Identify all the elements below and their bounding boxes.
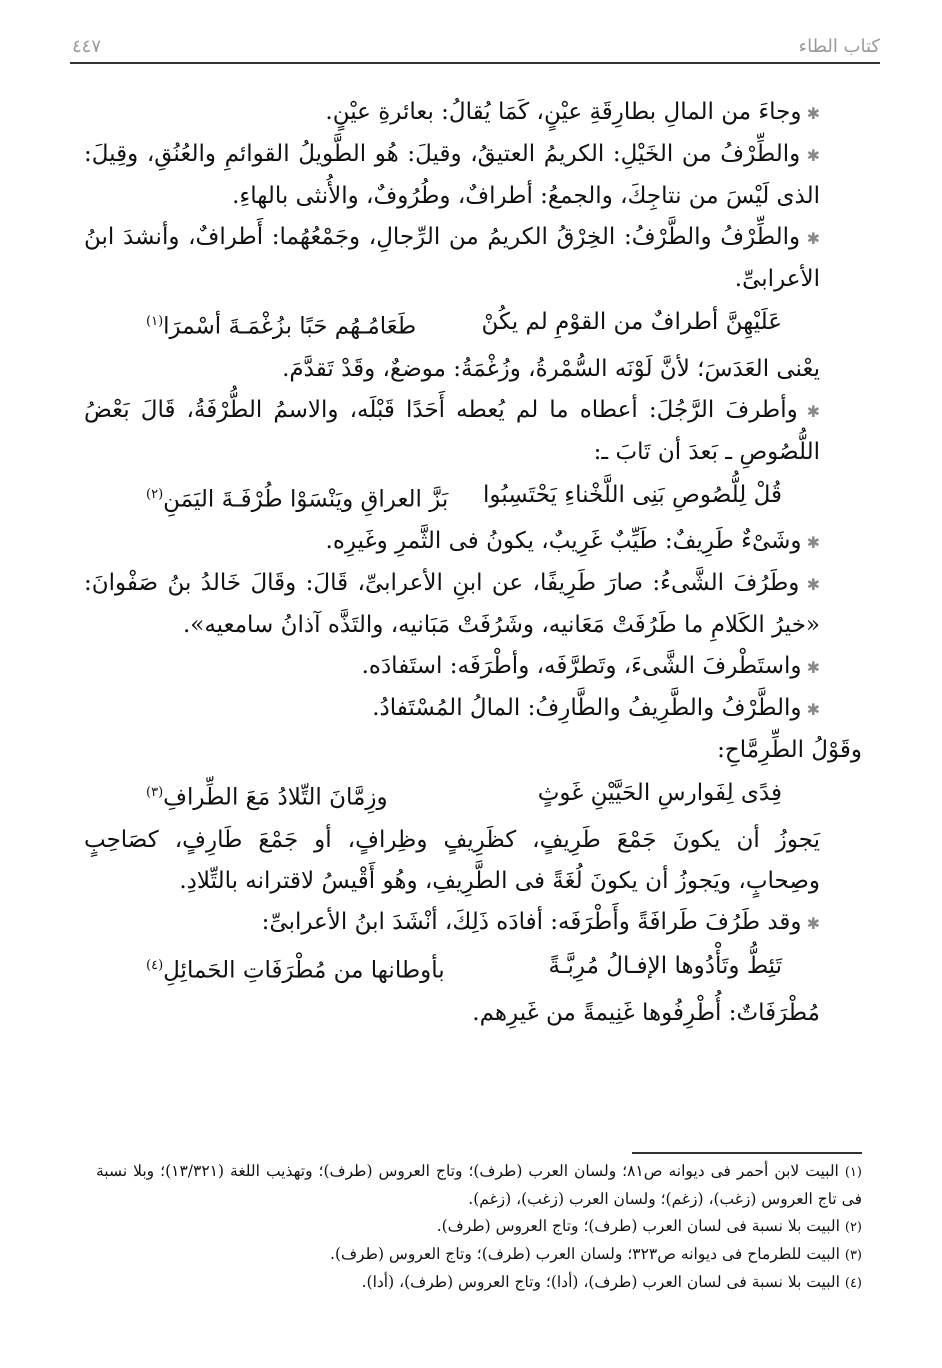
footnote-number: (٢) <box>844 1220 862 1235</box>
footnote <box>96 1241 862 1269</box>
verse-second-hemistich: طَعَامُـهُم حَبًا بزُغْمَـةَ أسْمرَا$^{(١)}$ <box>146 313 417 340</box>
entry-paragraph: ✱ وشَىْءٌ طَرِيفٌ: طَيِّبٌ غَرِيبٌ، يكونُ فى الثَّمرِ وغَيرِه. <box>84 521 862 563</box>
poem-verse <box>84 771 862 820</box>
entry-paragraph: ✱ وجاءَ من المالِ بطارِقَةِ عيْنٍ، كَمَا يُقالُ: بعائرةِ عيْنٍ. <box>84 92 862 134</box>
footnote-marker: (٣) <box>146 785 164 801</box>
entry-paragraph: ✱ وقد طَرُفَ طَرافَةً وأَطْرَفَه: أفادَه ذَلِكَ، أنْشَدَ ابنُ الأعرابىِّ: <box>84 902 862 944</box>
footnotes <box>96 1158 862 1297</box>
footnote-rule <box>632 1152 862 1154</box>
footnote-text: البيت بلا نسبة فى لسان العرب (طرف)؛ وتاج العروس (طرف). <box>436 1217 840 1235</box>
verse-second-hemistich: بأوطانها من مُطْرَفَاتِ الحَمائِلِ$^{(٤)}$ <box>146 957 445 984</box>
page-number: ٤٤٧ <box>72 36 102 57</box>
footnote-marker: (٤) <box>146 957 164 973</box>
footnote-number: (٤) <box>844 1276 862 1291</box>
entry-paragraph: ✱ وطَرُفَ الشَّىءُ: صارَ طَرِيفًا، عن ابنِ الأعرابىِّ، قَالَ: وقَالَ خَالدُ بنُ صَفْوانَ: «خيرُ الكَلامِ ما طَرُفَتْ مَعَانيه، وشَرُفَتْ مَبَانيه، والتَذَّه آذانُ سامعيه». <box>84 563 862 646</box>
entry-paragraph: ✱ واستَطْرفَ الشَّىءَ، وتَطرَّفَه، وأطْرَفَه: استَفادَه. <box>84 646 862 688</box>
verse-first-hemistich: قُلْ لِلُّصُوصِ بَنِى اللَّخْناءِ يَحْتَسِبُوا <box>483 481 782 508</box>
main-text <box>84 92 862 1034</box>
footnote <box>96 1158 862 1213</box>
verse-first-hemistich: فِدًى لِفَوارسِ الحَيَّيْنِ غَوثٍ <box>537 780 782 807</box>
verse-second-hemistich: بَزَّ العراقِ ويَنْسَوْا طُرْفَـةَ اليَمَنِ$^{(٢)}$ <box>146 486 449 513</box>
entry-paragraph: ✱ والطِّرْفُ والطَّرْفُ: الخِرْقُ الكريمُ من الرِّجالِ، وجَمْعُهُما: أَطرافٌ، وأنشدَ ابنُ الأعرابىِّ. <box>84 217 862 300</box>
footnote <box>96 1269 862 1297</box>
verse-second-hemistich: وزِمَّانَ التِّلادُ مَعَ الطِّرافِ$^{(٣)}$ <box>146 784 388 811</box>
entry-paragraph: ✱ وأطرفَ الرَّجُلَ: أعطاه ما لم يُعطه أَحَدًا قَبْلَه، والاسمُ الطُّرْفَةُ، قَالَ بَعْضُ اللُّصُوصِ ـ بَعدَ أن تَابَ ـ: <box>84 390 862 473</box>
poem-verse <box>84 944 862 993</box>
verse-first-hemistich: عَلَيْهِنَّ أطرافٌ من القوْمِ لم يكُنْ <box>481 309 782 335</box>
footnote-text: البيت بلا نسبة فى لسان العرب (طرف)، (أدا)؛ وتاج العروس (طرف)، (أدا). <box>361 1273 840 1291</box>
entry-paragraph: ✱ والطِّرْفُ من الخَيْلِ: الكريمُ العتيقُ، وقيلَ: هُو الطَّويلُ القوائمِ والعُنُقِ، وقِيلَ: الذى لَيْسَ من نتاجِكَ، والجمعُ: أطرافٌ، وطُرُوفٌ، والأُنثى بالهاءِ. <box>84 134 862 217</box>
footnote-number: (٣) <box>844 1248 862 1263</box>
footnote-text: البيت لابن أحمر فى ديوانه ص٨١؛ ولسان العرب (طرف)؛ وتاج العروس (طرف)؛ وتهذيب اللغة (١٣/٣٢١)؛ وبلا نسبة فى تاج العروس (زغب)، (زغم)؛ ولسان العرب (زغب)، (زغم). <box>96 1162 862 1208</box>
footnote-marker: (١) <box>146 314 164 329</box>
footnote-text: البيت للطرماح فى ديوانه ص٣٢٣؛ ولسان العرب (طرف)؛ وتاج العروس (طرف). <box>330 1245 840 1263</box>
header-rule <box>70 62 880 64</box>
running-header <box>70 34 880 64</box>
verse-first-hemistich: تَئِطُّ وتَأْدُوها الإفـالُ مُرِبَّـةً <box>548 952 782 979</box>
poem-verse <box>84 473 862 522</box>
footnote-number: (١) <box>844 1165 862 1180</box>
entry-paragraph: ✱ والطَّرْفُ والطَّرِيفُ والطَّارِفُ: المالُ المُسْتَفادُ. <box>84 688 862 730</box>
running-title: كتاب الطاء <box>798 36 880 57</box>
entry-paragraph: يعْنى العَدَسَ؛ لأنَّ لَوْنَه السُّمْرةُ، وزُغْمَةُ: موضعٌ، وقَدْ تَقدَّمَ. <box>282 355 820 382</box>
entry-paragraph: يَجوزُ أن يكونَ جَمْعَ طَرِيفٍ، كظَرِيفٍ وظِرافٍ، أو جَمْعَ طَارِفٍ، كصَاحِبٍ وصِحابٍ، ويَجوزُ أن يكونَ لُغَةً فى الطَّرِيفِ، وهُو أَقْيسُ لاقترانه بالتِّلادِ. <box>84 826 820 894</box>
entry-paragraph: مُطْرَفَاتٌ: أُطْرِفُوها غَنِيمةً من غَيرِهم. <box>472 999 820 1026</box>
poem-verse <box>84 300 862 349</box>
entry-paragraph: وقَوْلُ الطِّرِمَّاحِ: <box>717 737 862 764</box>
footnote <box>96 1213 862 1241</box>
footnote-marker: (٢) <box>146 486 164 502</box>
